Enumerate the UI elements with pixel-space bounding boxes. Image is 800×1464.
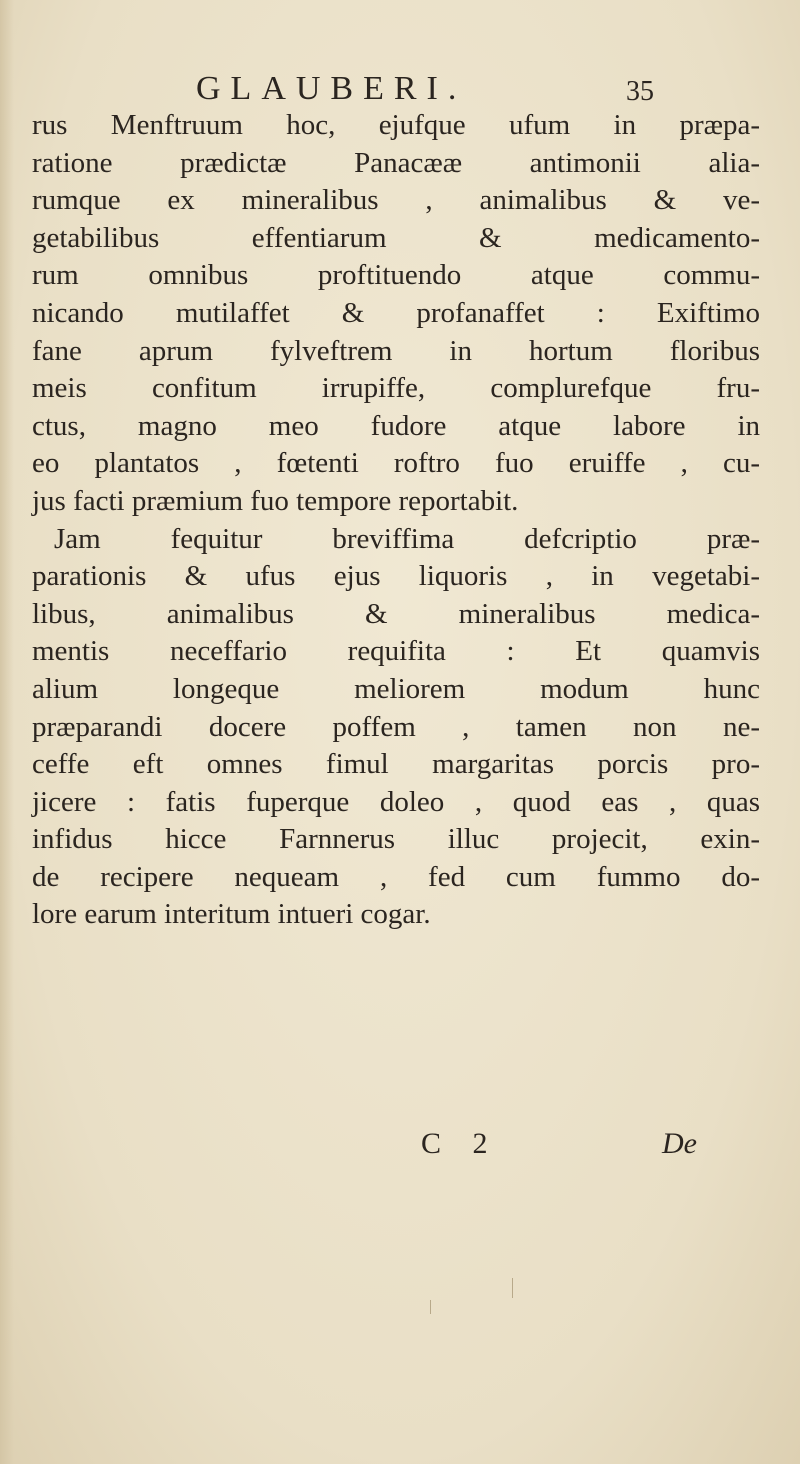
text-line: rumque ex mineralibus , animalibus & ve- [32, 184, 760, 217]
text-line: mentis neceffario requifita : Et quamvis [32, 635, 760, 668]
page-gutter-shadow [0, 0, 14, 1464]
text-line: alium longeque meliorem modum hunc [32, 672, 760, 705]
text-line: Jam fequitur breviffima defcriptio præ- [54, 522, 760, 555]
text-line: rum omnibus proftituendo atque commu- [32, 259, 760, 292]
catchword: De [662, 1127, 697, 1160]
text-line: getabilibus effentiarum & medicamento- [32, 221, 760, 254]
text-line: parationis & ufus ejus liquoris , in vegetabi- [32, 560, 760, 593]
signature-mark: C 2 [421, 1127, 500, 1160]
text-line: libus, animalibus & mineralibus medica- [32, 597, 760, 630]
text-line: præparandi docere poffem , tamen non ne- [32, 710, 760, 743]
page-number: 35 [626, 76, 654, 107]
text-line: jicere : fatis fuperque doleo , quod eas , quas [32, 785, 760, 818]
text-line: rus Menftruum hoc, ejufque ufum in præpa- [32, 109, 760, 141]
text-line: fane aprum fylveftrem in hortum floribus [32, 334, 760, 367]
text-line: nicando mutilaffet & profanaffet : Exiftimo [32, 296, 760, 329]
paper-speck [430, 1300, 431, 1314]
running-head-title: GLAUBERI. [196, 70, 467, 107]
body-text [32, 107, 760, 934]
text-line: infidus hicce Farnnerus illuc projecit, exin- [32, 823, 760, 856]
text-line: ctus, magno meo fudore atque labore in [32, 409, 760, 442]
footer-line [0, 1127, 800, 1167]
text-line: meis confitum irrupiffe, complurefque fru- [32, 372, 760, 405]
text-line: ratione prædictæ Panacææ antimonii alia- [32, 146, 760, 179]
text-line: ceffe eft omnes fimul margaritas porcis pro- [32, 748, 760, 781]
paper-speck [512, 1278, 513, 1298]
text-line: de recipere nequeam , fed cum fummo do- [32, 860, 760, 893]
text-line: jus facti præmium fuo tempore reportabit. [32, 484, 519, 517]
text-line: eo plantatos , fœtenti roftro fuo eruiffe , cu- [32, 447, 760, 480]
text-line: lore earum interitum intueri cogar. [32, 898, 431, 931]
